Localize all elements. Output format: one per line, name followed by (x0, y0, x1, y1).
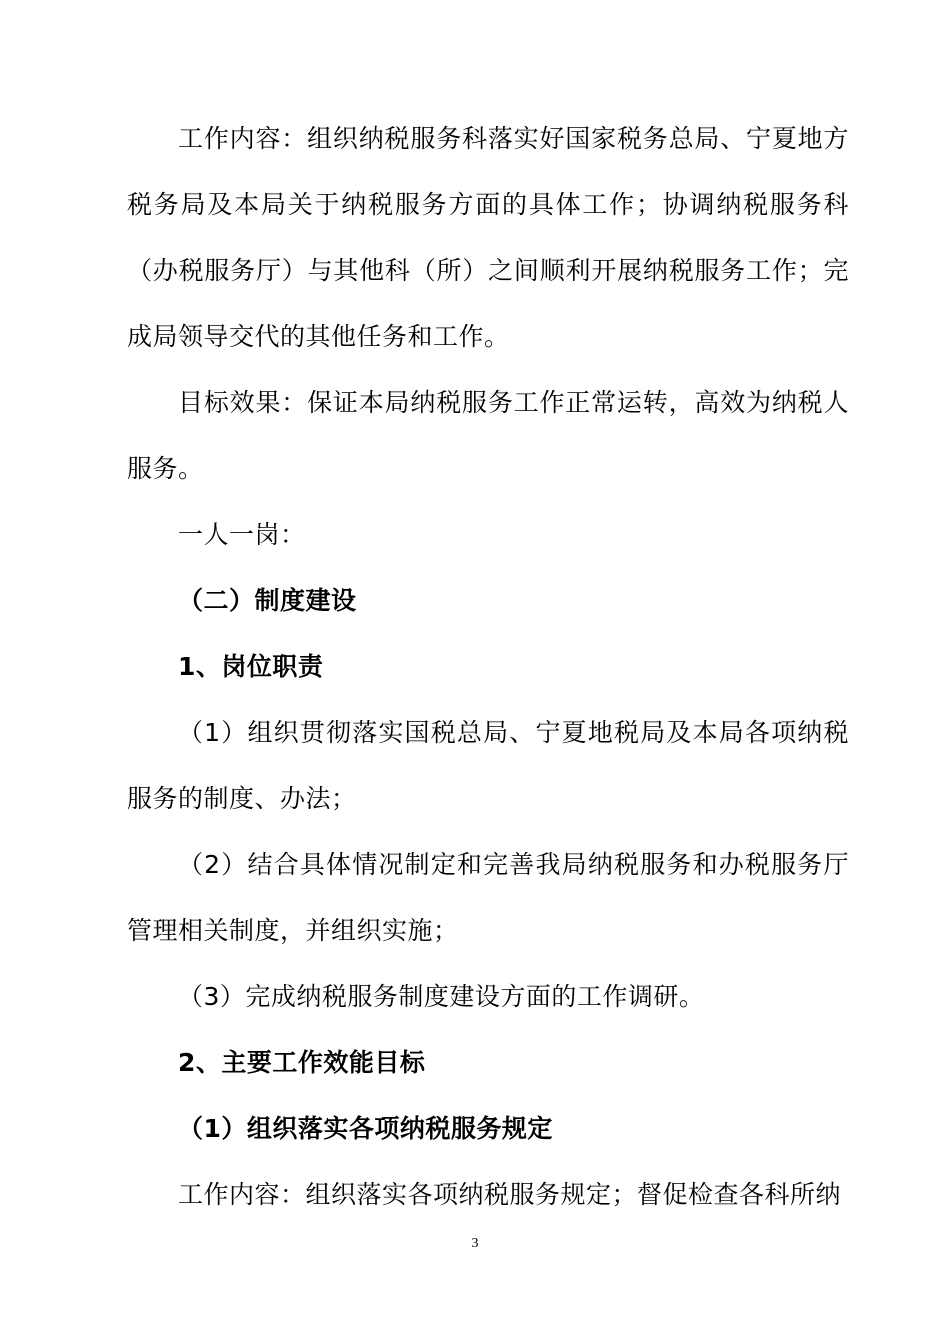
body-paragraph: （3）完成纳税服务制度建设方面的工作调研。 (178, 982, 705, 1011)
body-paragraph: 目标效果：保证本局纳税服务工作正常运转，高效为纳税人服务。 (127, 388, 849, 483)
section-heading: （1）组织落实各项纳税服务规定 (178, 1114, 553, 1143)
body-paragraph: （2）结合具体情况制定和完善我局纳税服务和办税服务厅管理相关制度，并组织实施； (127, 850, 849, 945)
section-heading: 1、岗位职责 (178, 652, 324, 681)
page-number: 3 (471, 1236, 479, 1251)
document-body (127, 106, 849, 1228)
body-paragraph: 工作内容：组织纳税服务科落实好国家税务总局、宁夏地方税务局及本局关于纳税服务方面的具体工作；协调纳税服务科（办税服务厅）与其他科（所）之间顺利开展纳税服务工作；完成局领导交代的其他任务和工作。 (127, 124, 849, 351)
section-heading: 2、主要工作效能目标 (178, 1048, 426, 1077)
section-heading: （二）制度建设 (178, 586, 357, 615)
body-paragraph: 一人一岗： (178, 520, 306, 549)
body-paragraph: （1）组织贯彻落实国税总局、宁夏地税局及本局各项纳税服务的制度、办法； (127, 718, 849, 813)
body-paragraph: 工作内容：组织落实各项纳税服务规定；督促检查各科所纳 (178, 1180, 842, 1209)
